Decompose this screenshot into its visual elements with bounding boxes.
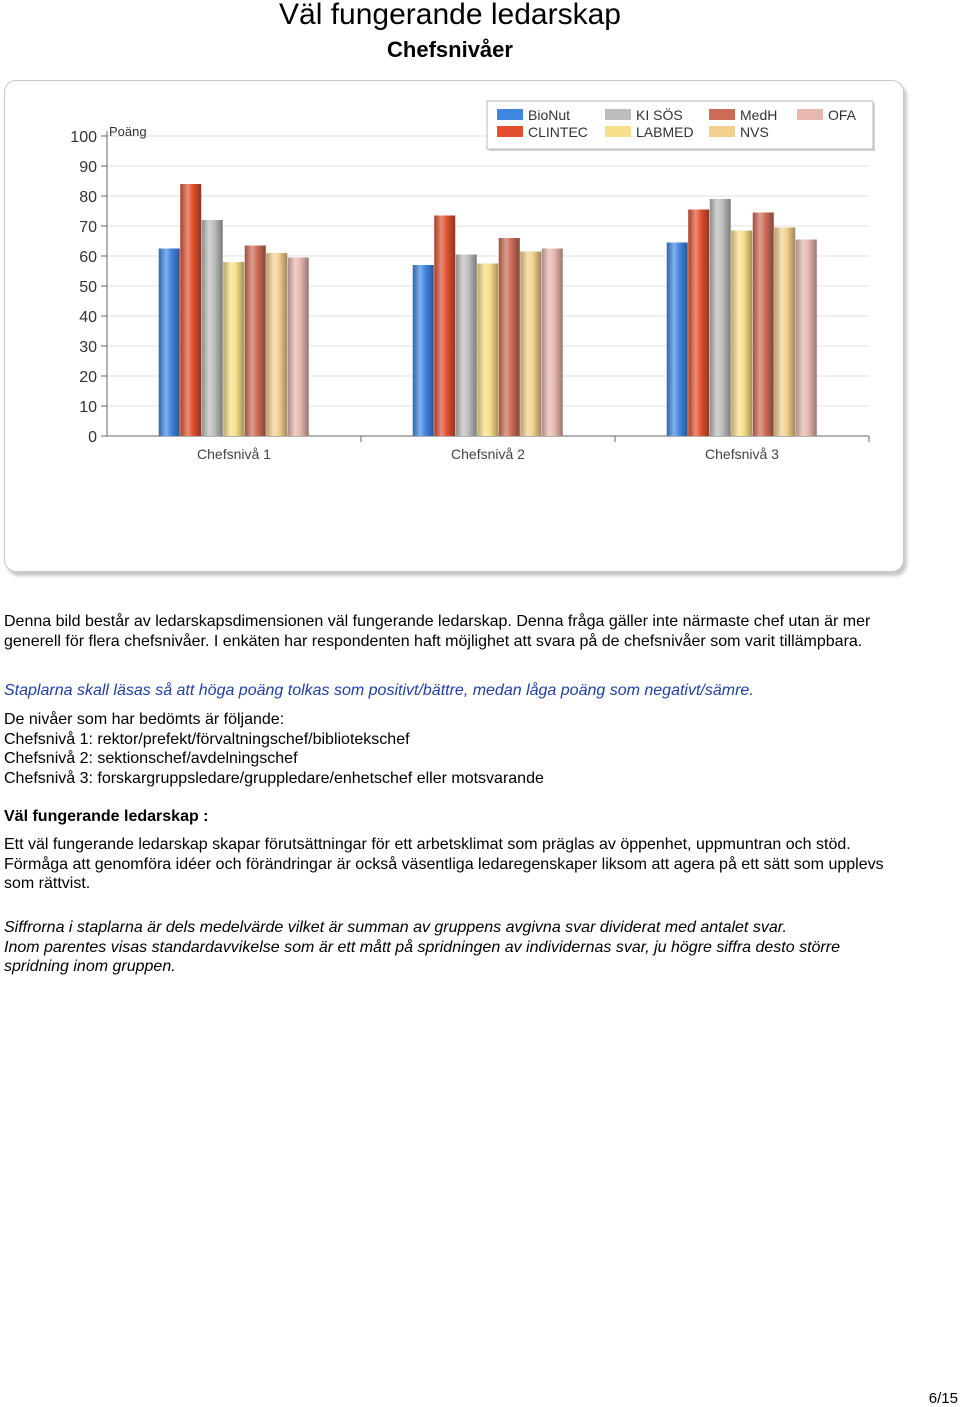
legend-label: BioNut [528,107,571,123]
level-1-description: Chefsnivå 1: rektor/prefekt/förvaltningschef/bibliotekschef [4,730,410,748]
notes-block [4,918,904,977]
legend-swatch [797,109,823,120]
reading-instruction [4,681,904,701]
description-block [4,612,904,651]
bar [245,246,266,437]
description-paragraph: Denna bild består av ledarskapsdimensionen väl fungerande ledarskap. Denna fråga gäller inte närmaste chef utan är mer generell för flera chefsnivåer. I enkäten har respondenten haft möjlighet att svara på de chefsnivåer som varit tillämpbara. [4,613,871,650]
note-mean: Siffrorna i staplarna är dels medelvärde vilket är summan av gruppens avgivna svar dividerat med antalet svar. [4,919,787,936]
legend-swatch [497,109,523,120]
legend-label: LABMED [636,124,694,140]
bar [180,184,201,436]
chart-bars [159,184,817,436]
section-heading-block [4,807,904,827]
bar-chart [5,81,903,571]
bar [520,252,541,437]
x-tick-label: Chefsnivå 3 [705,446,779,462]
y-tick-label: 40 [79,309,97,326]
page-number: 6/15 [928,1390,958,1407]
legend-label: OFA [828,107,857,123]
levels-list [4,710,904,788]
level-2-description: Chefsnivå 2: sektionschef/avdelningschef [4,750,298,767]
legend-swatch [709,109,735,120]
bar [202,220,223,436]
chart-panel [4,80,904,572]
bar [774,228,795,437]
bar [667,243,688,437]
bar [477,264,498,437]
levels-intro: De nivåer som har bedömts är följande: [4,711,285,728]
chart-legend [487,101,875,151]
bar [731,231,752,437]
bar [688,210,709,437]
legend-swatch [497,126,523,137]
bar [542,249,563,437]
bar [159,249,180,437]
bar [434,216,455,437]
y-tick-label: 70 [79,219,97,236]
legend-label: CLINTEC [528,124,588,140]
bar [796,240,817,437]
legend-swatch [709,126,735,137]
y-tick-label: 20 [79,369,97,386]
section-text-block [4,835,904,894]
y-tick-label: 90 [79,159,97,176]
page-subtitle: Chefsnivåer [387,37,513,62]
legend-label: NVS [740,124,769,140]
x-tick-label: Chefsnivå 2 [451,446,525,462]
page-title: Väl fungerande ledarskap [279,0,621,31]
y-tick-label: 10 [79,399,97,416]
y-tick-label: 80 [79,189,97,206]
bar [413,265,434,436]
bar [499,238,520,436]
legend-swatch [605,126,631,137]
y-tick-label: 0 [88,429,97,446]
bar [456,255,477,437]
bar [753,213,774,437]
note-std-dev: Inom parentes visas standardavvikelse som är ett mått på spridningen av individernas svar, ju högre siffra desto större spridning inom gruppen. [4,938,840,975]
y-axis-label: Poäng [109,124,147,139]
legend-label: KI SÖS [636,107,683,123]
legend-swatch [605,109,631,120]
reading-instruction-text: Staplarna skall läsas så att höga poäng tolkas som positivt/bättre, medan låga poäng som negativt/sämre. [4,682,754,699]
bar [710,199,731,436]
x-tick-label: Chefsnivå 1 [197,446,271,462]
y-tick-label: 100 [70,129,97,146]
bar [266,253,287,436]
y-tick-label: 30 [79,339,97,356]
y-tick-label: 50 [79,279,97,296]
legend-label: MedH [740,107,778,123]
section-heading: Väl fungerande ledarskap : [4,808,209,825]
bar [288,258,309,437]
section-text: Ett väl fungerande ledarskap skapar förutsättningar för ett arbetsklimat som präglas av öppenhet, uppmuntran och stöd. Förmåga att genomföra idéer och förändringar är också väsentliga ledaregenskaper liksom att agera på ett sätt som upplevs som rättvist. [4,836,884,892]
bar [223,262,244,436]
level-3-description: Chefsnivå 3: forskargruppsledare/gruppledare/enhetschef eller motsvarande [4,769,544,787]
y-tick-label: 60 [79,249,97,266]
